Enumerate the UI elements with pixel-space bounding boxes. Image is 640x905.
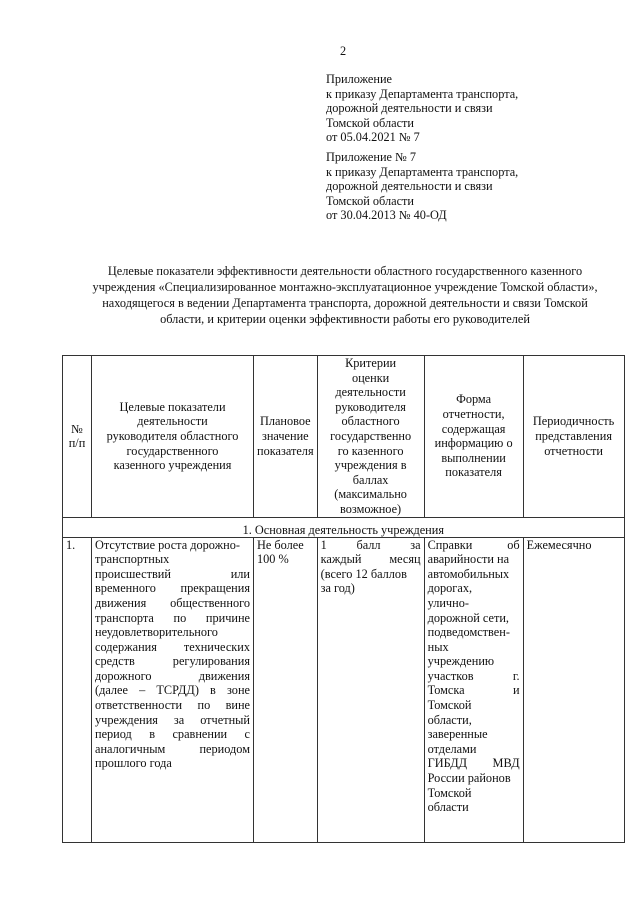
header-text-line: деятельности <box>335 385 406 400</box>
header-text-line: деятельности <box>137 414 208 429</box>
text-line: заверенные <box>427 727 488 742</box>
text-line: дорожного движения <box>95 668 250 683</box>
text-line: период в сравнении с <box>95 727 250 742</box>
header-line: к приказу Департамента транспорта, <box>326 86 519 101</box>
header-text-line: отчетности, <box>442 407 505 422</box>
header-line: Приложение № 7 <box>326 150 417 164</box>
text-line: учреждению <box>427 654 495 669</box>
header-text-line: показателя <box>257 443 314 458</box>
text-line: прошлого года <box>95 756 172 771</box>
section-title: 1. Основная деятельность учреждения <box>63 517 625 537</box>
table-header-row <box>63 356 625 518</box>
header-text-line: казенного учреждения <box>113 458 232 473</box>
title-line: Целевые показатели эффективности деятельности областного государственного казенного <box>107 264 583 278</box>
text-line: дорогах, <box>427 581 473 596</box>
header-text-line: государственно <box>330 428 412 443</box>
header-line: от 05.04.2021 № 7 <box>326 130 420 145</box>
header-text-line: государственного <box>126 443 219 458</box>
header-line: Томской области <box>326 115 414 130</box>
header-line: дорожной деятельности и связи <box>326 179 493 194</box>
report-form-cell <box>424 537 523 842</box>
section-row <box>63 517 625 537</box>
text-line: 100 % <box>257 552 289 567</box>
text-line: подведомствен- <box>427 625 510 640</box>
header-text-line: возможное) <box>340 501 402 516</box>
row-number: 1. <box>63 537 92 842</box>
text-line: неудовлетворительного <box>95 625 218 640</box>
text-line: 1 балл за <box>320 537 421 552</box>
table-row <box>63 537 625 842</box>
text-line: ных <box>427 639 449 654</box>
title-line: учреждения «Специализированное монтажно-эксплуатационное учреждение Томской области», <box>92 280 598 294</box>
header-line: Приложение <box>326 72 392 86</box>
text-line: происшествий или <box>95 566 250 581</box>
header-text-line: оценки <box>351 370 390 385</box>
header-text-line: Критерии <box>345 356 397 370</box>
header-text-line: (максимально <box>334 487 407 502</box>
column-header <box>92 356 254 518</box>
header-text-line: показателя <box>445 465 502 480</box>
header-text-line: выполнении <box>441 450 506 465</box>
text-line: каждый месяц <box>320 552 421 567</box>
header-line: дорожной деятельности и связи <box>326 101 493 116</box>
text-line: (всего 12 баллов <box>320 566 407 581</box>
text-line: за год) <box>320 581 355 596</box>
header-line: к приказу Департамента транспорта, <box>326 164 519 179</box>
header-text-line: областного <box>341 414 400 429</box>
text-line: автомобильных <box>427 566 510 581</box>
header-line: от 30.04.2013 № 40-ОД <box>326 208 447 223</box>
text-line: Справки об <box>427 537 520 552</box>
text-line: Томской <box>427 698 472 713</box>
text-line: аналогичным периодом <box>95 741 250 756</box>
text-line: транспорта по причине <box>95 610 250 625</box>
header-text-line: руководителя областного <box>106 428 239 443</box>
title-line: области, и критерии оценки эффективности работы его руководителей <box>160 312 530 326</box>
indicators-table <box>62 355 625 843</box>
header-text-line: руководителя <box>335 399 406 414</box>
page-number: 2 <box>340 44 347 58</box>
header-text-line: го казенного <box>337 443 404 458</box>
header-text-line: Плановое <box>259 414 311 429</box>
text-line: Не более <box>257 537 304 552</box>
column-header <box>317 356 424 518</box>
header-text-line: информацию о <box>434 436 513 451</box>
header-line: Томской области <box>326 193 414 208</box>
text-line: средств регулирования <box>95 654 250 669</box>
header-text-line: содержащая <box>441 421 506 436</box>
header-text-line: Целевые показатели <box>119 399 226 414</box>
text-line: аварийности на <box>427 552 510 567</box>
text-line: транспортных <box>95 552 170 567</box>
column-header <box>424 356 523 518</box>
text-line: Томской <box>427 785 472 800</box>
column-header <box>63 356 92 518</box>
text-line: дорожной сети, <box>427 610 509 625</box>
text-line: области <box>427 800 469 815</box>
column-header <box>523 356 624 518</box>
header-text-line: учреждения в <box>334 458 407 473</box>
periodicity-cell: Ежемесячно <box>523 537 624 842</box>
text-line: области, <box>427 712 472 727</box>
text-line: участков г. <box>427 668 520 683</box>
text-line: содержания технических <box>95 639 250 654</box>
text-line: Отсутствие роста дорожно- <box>95 537 240 552</box>
header-text-line: Периодичность <box>532 414 615 429</box>
header-text-line: Форма <box>456 392 492 407</box>
header-text-line: значение <box>261 428 309 443</box>
text-line: учреждения за отчетный <box>95 712 250 727</box>
document-title <box>40 263 640 327</box>
text-line: России районов <box>427 771 511 786</box>
title-line: находящегося в ведении Департамента транспорта, дорожной деятельности и связи Томской <box>102 296 588 310</box>
header-text-line: представления <box>535 428 612 443</box>
text-line: (далее – ТСРДД) в зоне <box>95 683 250 698</box>
text-line: ответственности по вине <box>95 698 250 713</box>
appendix-header-current <box>326 72 518 145</box>
header-text-line: № <box>71 421 83 436</box>
column-header <box>254 356 318 518</box>
criteria-cell <box>317 537 424 842</box>
text-line: отделами <box>427 741 477 756</box>
text-line: Томска и <box>427 683 520 698</box>
text-line: ГИБДД МВД <box>427 756 520 771</box>
header-text-line: баллах <box>352 472 389 487</box>
text-line: временного прекращения <box>95 581 250 596</box>
header-text-line: п/п <box>68 436 86 451</box>
text-line: движения общественного <box>95 595 250 610</box>
header-text-line: отчетности <box>544 443 604 458</box>
indicator-cell <box>92 537 254 842</box>
appendix-header-original <box>326 150 518 223</box>
text-line: улично- <box>427 595 469 610</box>
plan-value-cell <box>254 537 318 842</box>
